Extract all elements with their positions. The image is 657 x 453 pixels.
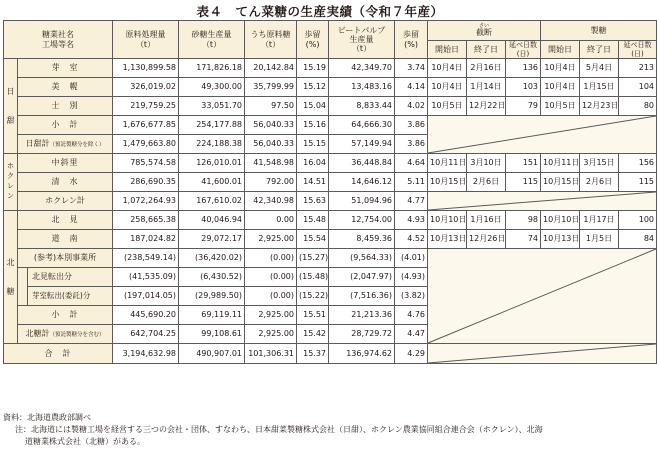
cell-ref-days: 156 (619, 154, 657, 173)
cell-cut-days: 115 (506, 173, 541, 192)
cell-yield: 15.48 (297, 211, 329, 230)
cell-pulp: (2,047.97) (329, 268, 395, 287)
cell-raw-sugar: 2,925.00 (245, 325, 297, 344)
header-sugar-line2: （t） (201, 39, 222, 49)
row-name: ホクレン計 (18, 192, 113, 211)
cell-yield: 15.37 (297, 344, 329, 364)
header-cutting-days-line2: (日) (516, 49, 530, 58)
header-company-line1: 糖業社名 (42, 30, 74, 40)
cell-cut-end: 12月22日 (467, 97, 506, 116)
cell-raw-sugar: 2,925.00 (245, 230, 297, 249)
header-yield (297, 21, 329, 59)
header-yield-line2: (%) (305, 39, 320, 49)
row-name: 芽室転出(委託)分 (28, 287, 113, 306)
header-pulp (329, 21, 395, 59)
cell-raw-sugar: 101,306.31 (245, 344, 297, 364)
header-yield-line1: 歩留 (304, 30, 321, 40)
group-hoklen (4, 154, 18, 211)
row-name-main: 日甜計 (25, 138, 50, 148)
cell-ref-days: 84 (619, 230, 657, 249)
cell-raw-sugar: 97.50 (245, 97, 297, 116)
cell-cut-end: 3月10日 (467, 154, 506, 173)
cell-raw-sugar: 35,799.99 (245, 78, 297, 97)
cell-pulp: 8,459.36 (329, 230, 395, 249)
diagonal-line-icon (428, 344, 656, 363)
cell-pulp-yield: 5.11 (395, 173, 428, 192)
cell-pulp-yield: 3.74 (395, 59, 428, 78)
cell-yield: 15.15 (297, 135, 329, 154)
cell-raw-sugar: 792.00 (245, 173, 297, 192)
cell-pulp-yield: (4.01) (395, 249, 428, 268)
cell-yield: 15.19 (297, 59, 329, 78)
cell-yield: 15.04 (297, 97, 329, 116)
row-name: 美 幌 (18, 78, 113, 97)
cell-raw-sugar: 56,040.33 (245, 135, 297, 154)
group-nitten-char2: 甜 (6, 116, 15, 125)
cell-raw-sugar: 2,925.00 (245, 306, 297, 325)
cell-sugar: 49,300.00 (179, 78, 245, 97)
header-pulp-line1: ビートパルプ (337, 25, 386, 35)
cell-cut-end: 2月16日 (467, 59, 506, 78)
cell-pulp: 13,483.16 (329, 78, 395, 97)
cell-pulp-yield: 4.77 (395, 192, 428, 211)
cell-ref-start: 10月13日 (541, 230, 580, 249)
cell-cut-days: 103 (506, 78, 541, 97)
cell-sugar: 126,010.01 (179, 154, 245, 173)
cell-pulp-yield: 4.52 (395, 230, 428, 249)
cell-pulp: 14,646.12 (329, 173, 395, 192)
header-sugar-line1: 砂糖生産量 (191, 30, 232, 40)
cell-ref-start: 10月5日 (541, 97, 580, 116)
row-name: 合 計 (4, 344, 113, 364)
cell-pulp: (9,564.33) (329, 249, 395, 268)
row-name-main: 北糖計 (25, 328, 50, 338)
row-name-note: （預託製糖分を除く） (49, 141, 105, 148)
cell-pulp-yield: 3.86 (395, 135, 428, 154)
blank-cell-hoklen (428, 192, 657, 211)
header-raw-sugar-line2: （t） (260, 39, 281, 49)
group-hokuto-char1: 北 (6, 257, 15, 267)
cell-raw: 1,676,677.85 (113, 116, 179, 135)
cell-ref-end: 1月17日 (580, 211, 619, 230)
row-name: 小 計 (18, 306, 113, 325)
cell-pulp-yield: 4.64 (395, 154, 428, 173)
cell-cut-days: 98 (506, 211, 541, 230)
header-company-line2: 工場等名 (42, 39, 74, 49)
cell-pulp: 42,349.70 (329, 59, 395, 78)
cell-pulp: 12,754.00 (329, 211, 395, 230)
cell-sugar: 254,177.88 (179, 116, 245, 135)
footnotes (3, 412, 543, 448)
header-refining-days-line1: 延べ日数 (623, 41, 652, 50)
cell-ref-days: 115 (619, 173, 657, 192)
cell-cut-start: 10月11日 (428, 154, 467, 173)
cell-pulp: 8,833.44 (329, 97, 395, 116)
header-raw-line2: （t） (135, 39, 156, 49)
cell-raw-sugar: (0.00) (245, 287, 297, 306)
cell-yield: 15.51 (297, 306, 329, 325)
table-title: 表４ てん菜糖の生産実績（令和７年産） (196, 4, 444, 19)
cell-sugar: 69,119.11 (179, 306, 245, 325)
cell-sugar: 167,610.02 (179, 192, 245, 211)
header-pulp-line2: 生産量 (349, 34, 374, 44)
table-row (4, 173, 657, 192)
cell-ref-start: 10月10日 (541, 211, 580, 230)
indent-spacer (18, 268, 28, 306)
cell-ref-end: 5月4日 (580, 59, 619, 78)
group-nitten (4, 59, 18, 154)
cell-raw: (238,549.14) (113, 249, 179, 268)
blank-cell-nitten (428, 116, 657, 154)
cell-ref-end: 3月15日 (580, 154, 619, 173)
cell-raw: (41,535.09) (113, 268, 179, 287)
header-refining: 製糖 (541, 21, 657, 41)
cell-ref-start: 10月15日 (541, 173, 580, 192)
header-pulp-yield (395, 21, 428, 59)
cell-yield: 16.04 (297, 154, 329, 173)
header-pulp-yield-line1: 歩留 (403, 30, 420, 40)
cell-ref-days: 100 (619, 211, 657, 230)
cell-raw-sugar: 0.00 (245, 211, 297, 230)
cell-sugar: 224,188.38 (179, 135, 245, 154)
cell-sugar: 99,108.61 (179, 325, 245, 344)
header-raw (113, 21, 179, 59)
cell-raw-sugar: 56,040.33 (245, 116, 297, 135)
row-name (18, 135, 113, 154)
cell-yield: 15.16 (297, 116, 329, 135)
header-pulp-yield-line2: (%) (404, 39, 418, 49)
table-row (4, 249, 657, 268)
cell-ref-end: 1月5日 (580, 230, 619, 249)
table-row (4, 59, 657, 78)
cell-sugar: 171,826.18 (179, 59, 245, 78)
blank-cell-total (428, 344, 657, 364)
table-row (4, 192, 657, 211)
cell-yield: 15.54 (297, 230, 329, 249)
blank-cell-hokuto (428, 249, 657, 344)
cell-cut-start: 10月15日 (428, 173, 467, 192)
table-row (4, 211, 657, 230)
row-name: 北 見 (18, 211, 113, 230)
cell-ref-days: 80 (619, 97, 657, 116)
cell-pulp-yield: (3.82) (395, 287, 428, 306)
cell-ref-days: 104 (619, 78, 657, 97)
cell-pulp-yield: 4.29 (395, 344, 428, 364)
header-company (4, 21, 113, 59)
row-name: 中斜里 (18, 154, 113, 173)
cell-yield: 14.51 (297, 173, 329, 192)
header-cutting-start: 開始日 (428, 41, 467, 59)
header-refining-start: 開始日 (541, 41, 580, 59)
cell-raw: 1,479,663.80 (113, 135, 179, 154)
cell-raw: 445,690.20 (113, 306, 179, 325)
cell-ref-end: 12月23日 (580, 97, 619, 116)
source-note: 資料：北海道農政部調べ (3, 413, 91, 422)
cell-yield: 15.12 (297, 78, 329, 97)
diagonal-line-icon (428, 116, 656, 153)
cell-raw: 1,072,264.93 (113, 192, 179, 211)
cell-cut-days: 79 (506, 97, 541, 116)
cell-cut-days: 136 (506, 59, 541, 78)
header-raw-sugar-line1: うち原料糖 (250, 30, 291, 40)
table-row (4, 154, 657, 173)
cell-pulp: 36,448.84 (329, 154, 395, 173)
cell-sugar: (6,430.52) (179, 268, 245, 287)
cell-cut-end: 12月26日 (467, 230, 506, 249)
cell-raw: 187,024.82 (113, 230, 179, 249)
note-line-1: 注：北海道には製糖工場を経営する三つの会社・団体、すなわち、日本甜菜製糖株式会社（日甜）、ホクレン農業協同組合連合会（ホクレン）、北海 (15, 425, 543, 434)
cell-raw: 3,194,632.98 (113, 344, 179, 364)
cell-sugar: 33,051.70 (179, 97, 245, 116)
group-nitten-char1: 日 (6, 86, 15, 96)
row-name: 道 南 (18, 230, 113, 249)
cell-pulp: (7,516.36) (329, 287, 395, 306)
cell-ref-end: 1月15日 (580, 78, 619, 97)
cell-pulp-yield: 3.86 (395, 116, 428, 135)
cell-raw: 785,574.58 (113, 154, 179, 173)
row-name-note: （預託製糖分を含む） (49, 331, 105, 338)
cell-cut-end: 1月16日 (467, 211, 506, 230)
sugar-production-table (3, 20, 657, 364)
header-refining-days (619, 41, 657, 59)
cell-cut-start: 10月10日 (428, 211, 467, 230)
cell-sugar: 29,072.17 (179, 230, 245, 249)
cell-cut-end: 2月6日 (467, 173, 506, 192)
cell-pulp: 136,974.62 (329, 344, 395, 364)
cell-ref-start: 10月4日 (541, 59, 580, 78)
cell-cut-start: 10月5日 (428, 97, 467, 116)
header-cutting-days (506, 41, 541, 59)
cell-yield: 15.42 (297, 325, 329, 344)
row-name: 小 計 (18, 116, 113, 135)
row-name: 北見転出分 (28, 268, 113, 287)
row-name: (参考)本別事業所 (18, 249, 113, 268)
row-name: 士 別 (18, 97, 113, 116)
cell-ref-days: 213 (619, 59, 657, 78)
cell-cut-start: 10月4日 (428, 59, 467, 78)
header-pulp-line3: （t） (351, 44, 372, 54)
cell-sugar: 490,907.01 (179, 344, 245, 364)
cell-cut-days: 74 (506, 230, 541, 249)
row-name: 清 水 (18, 173, 113, 192)
group-hokuto (4, 211, 18, 344)
header-cutting-days-line1: 延べ日数 (509, 41, 538, 50)
header-refining-end: 終了日 (580, 41, 619, 59)
cell-sugar: 41,600.01 (179, 173, 245, 192)
header-cutting-label: 截断 (476, 28, 493, 37)
table-row (4, 97, 657, 116)
cell-raw: 1,130,899.58 (113, 59, 179, 78)
cell-raw-sugar: 42,340.98 (245, 192, 297, 211)
table-row-total (4, 344, 657, 364)
cell-pulp: 64,666.30 (329, 116, 395, 135)
cell-ref-start: 10月4日 (541, 78, 580, 97)
cell-pulp-yield: 4.02 (395, 97, 428, 116)
cell-raw-sugar: 20,142.84 (245, 59, 297, 78)
cell-pulp: 51,094.96 (329, 192, 395, 211)
diagonal-line-icon (428, 192, 656, 210)
cell-ref-end: 2月6日 (580, 173, 619, 192)
cell-pulp-yield: (4.93) (395, 268, 428, 287)
cell-pulp-yield: 4.76 (395, 306, 428, 325)
group-hokuto-char2: 糖 (6, 287, 15, 296)
diagonal-line-icon (428, 249, 656, 343)
cell-cut-start: 10月4日 (428, 78, 467, 97)
cell-pulp-yield: 4.14 (395, 78, 428, 97)
cell-pulp: 21,213.36 (329, 306, 395, 325)
cell-sugar: 40,046.94 (179, 211, 245, 230)
cell-raw: 258,665.38 (113, 211, 179, 230)
header-cutting (428, 21, 541, 41)
header-raw-line1: 原料処理量 (125, 30, 166, 40)
cell-yield: (15.48) (297, 268, 329, 287)
cell-raw: 286,690.35 (113, 173, 179, 192)
row-name (18, 325, 113, 344)
group-hoklen-label: ホクレン (7, 162, 14, 200)
header-cutting-end: 終了日 (467, 41, 506, 59)
cell-raw-sugar: (0.00) (245, 268, 297, 287)
cell-yield: (15.22) (297, 287, 329, 306)
cell-raw: 642,704.25 (113, 325, 179, 344)
cell-pulp: 57,149.94 (329, 135, 395, 154)
header-raw-sugar (245, 21, 297, 59)
cell-ref-start: 10月11日 (541, 154, 580, 173)
table-row (4, 230, 657, 249)
cell-raw: (197,014.05) (113, 287, 179, 306)
cell-cut-days: 151 (506, 154, 541, 173)
cell-pulp-yield: 4.93 (395, 211, 428, 230)
cell-raw: 219,759.25 (113, 97, 179, 116)
cell-sugar: (36,420.02) (179, 249, 245, 268)
row-name: 芽 室 (18, 59, 113, 78)
cell-pulp-yield: 4.47 (395, 325, 428, 344)
cell-cut-start: 10月13日 (428, 230, 467, 249)
cell-pulp: 28,729.72 (329, 325, 395, 344)
cell-raw: 326,019.02 (113, 78, 179, 97)
cell-sugar: (29,989.50) (179, 287, 245, 306)
note-line-2: 道糖業株式会社（北糖）がある。 (25, 437, 145, 446)
table-row (4, 78, 657, 97)
cell-cut-end: 1月14日 (467, 78, 506, 97)
cell-yield: (15.27) (297, 249, 329, 268)
table-row (4, 116, 657, 135)
header-cutting-ruby: さい (479, 23, 490, 29)
header-refining-days-line2: (日) (631, 49, 644, 58)
cell-raw-sugar: (0.00) (245, 249, 297, 268)
cell-raw-sugar: 41,548.98 (245, 154, 297, 173)
header-sugar (179, 21, 245, 59)
cell-yield: 15.63 (297, 192, 329, 211)
